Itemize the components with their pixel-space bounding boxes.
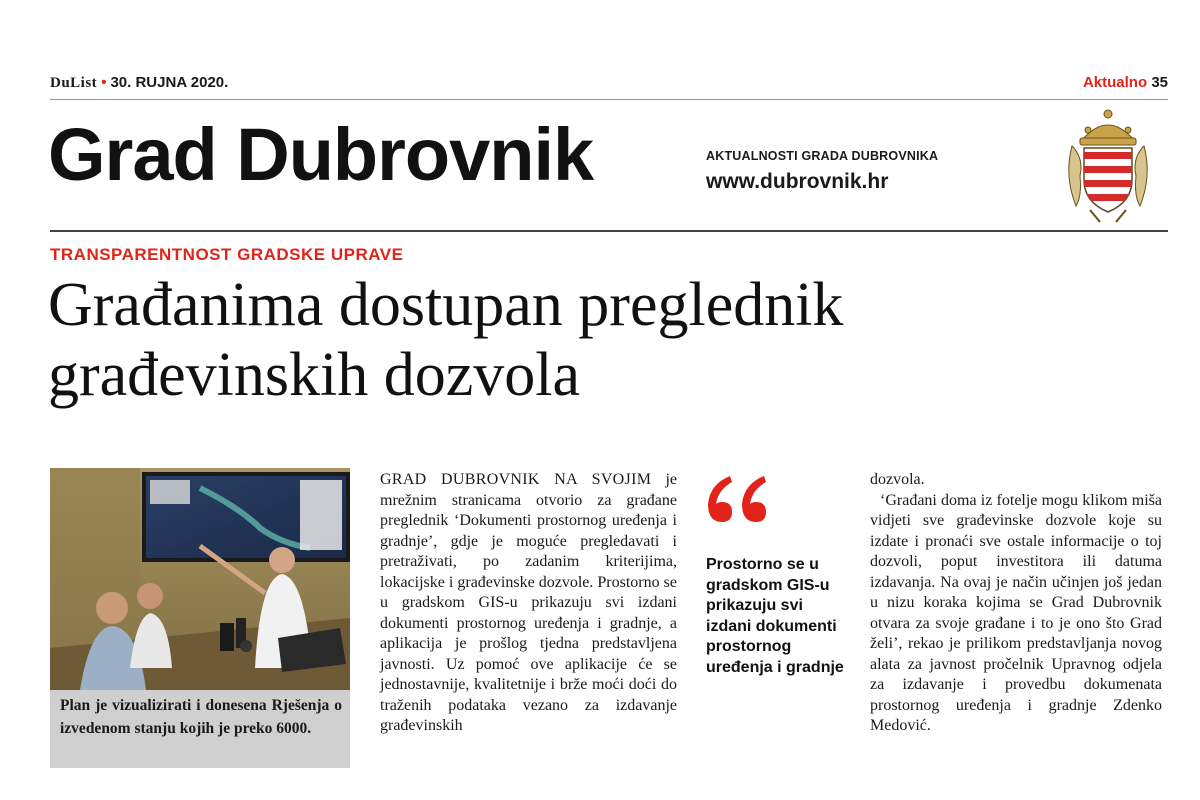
coat-of-arms-icon: [1060, 106, 1156, 224]
article-kicker: TRANSPARENTNOST GRADSKE UPRAVE: [50, 245, 404, 264]
column-2-paragraph-1: dozvola.: [870, 471, 925, 488]
masthead-url: www.dubrovnik.hr: [706, 170, 889, 193]
separator-dot: •: [101, 74, 107, 91]
column-1-text: je mrežnim stranicama otvorio za građane preglednik ‘Dokumenti prostornog uređenja i gradnje’, gdje je moguće pregledavati i pretraživati, po zadanim kriterijima, lokacijske i građevinske dozvole. Prostorno se u gradskom GIS-u prikazuju svi izdani dokumenti prostornog uređenja i gradnje, a aplikacija je prošlog tjedna predstavljena javnosti. Uz pomoć ove aplikacije će se jednostavnije, kvalitetnije i brže moći doći do traženih podataka vezano za izdavanje građevinskih: [380, 471, 678, 734]
article-column-1: [380, 470, 677, 737]
issue-date: 30. RUJNA 2020.: [110, 74, 229, 91]
article-column-2: [870, 470, 1162, 737]
top-strip: [50, 74, 1168, 96]
pull-quote: Prostorno se u gradskom GIS-u prikazuju svi izdani dokumenti prostornog uređenja i gradnje: [706, 556, 844, 676]
quote-mark-icon: [700, 470, 772, 530]
section-label: Aktualno: [1082, 74, 1148, 91]
article-photo: [50, 468, 350, 690]
photo-caption: Plan je vizualizirati i donesena Rješenja o izvedenom stanju kojih je preko 6000.: [50, 690, 350, 768]
lead-in: GRAD DUBROVNIK NA SVOJIM: [380, 471, 652, 488]
publication-brand: DuList: [50, 75, 98, 91]
column-2-paragraph-2: ‘Građani doma iz fotelje mogu klikom miša vidjeti sve građevinske dozvole koje su izdate i pronaći sve ostale informacije o toj dozvoli, poput investitora ili datuma izdavanja. Na ovaj je način učinjen još jedan u nizu koraka kojima se Grad Dubrovnik otvara za svoje građane i to je ono što Grad želi’, rekao je prilikom predstavljanja novog alata za javnost pročelnik Upravnog odjela za izdavanje i provedbu dokumenata prostornog uređenja i gradnje Zdenko Medović.: [870, 491, 1162, 734]
masthead-title: Grad Dubrovnik: [48, 113, 594, 196]
masthead-divider: [50, 230, 1168, 232]
page-number: 35: [1151, 74, 1168, 91]
top-divider: [50, 99, 1168, 100]
page-section: [1083, 74, 1168, 91]
masthead-subtitle: AKTUALNOSTI GRADA DUBROVNIKA: [706, 149, 939, 163]
article-headline: Građanima dostupan preglednik građevinskih dozvola: [48, 271, 844, 409]
